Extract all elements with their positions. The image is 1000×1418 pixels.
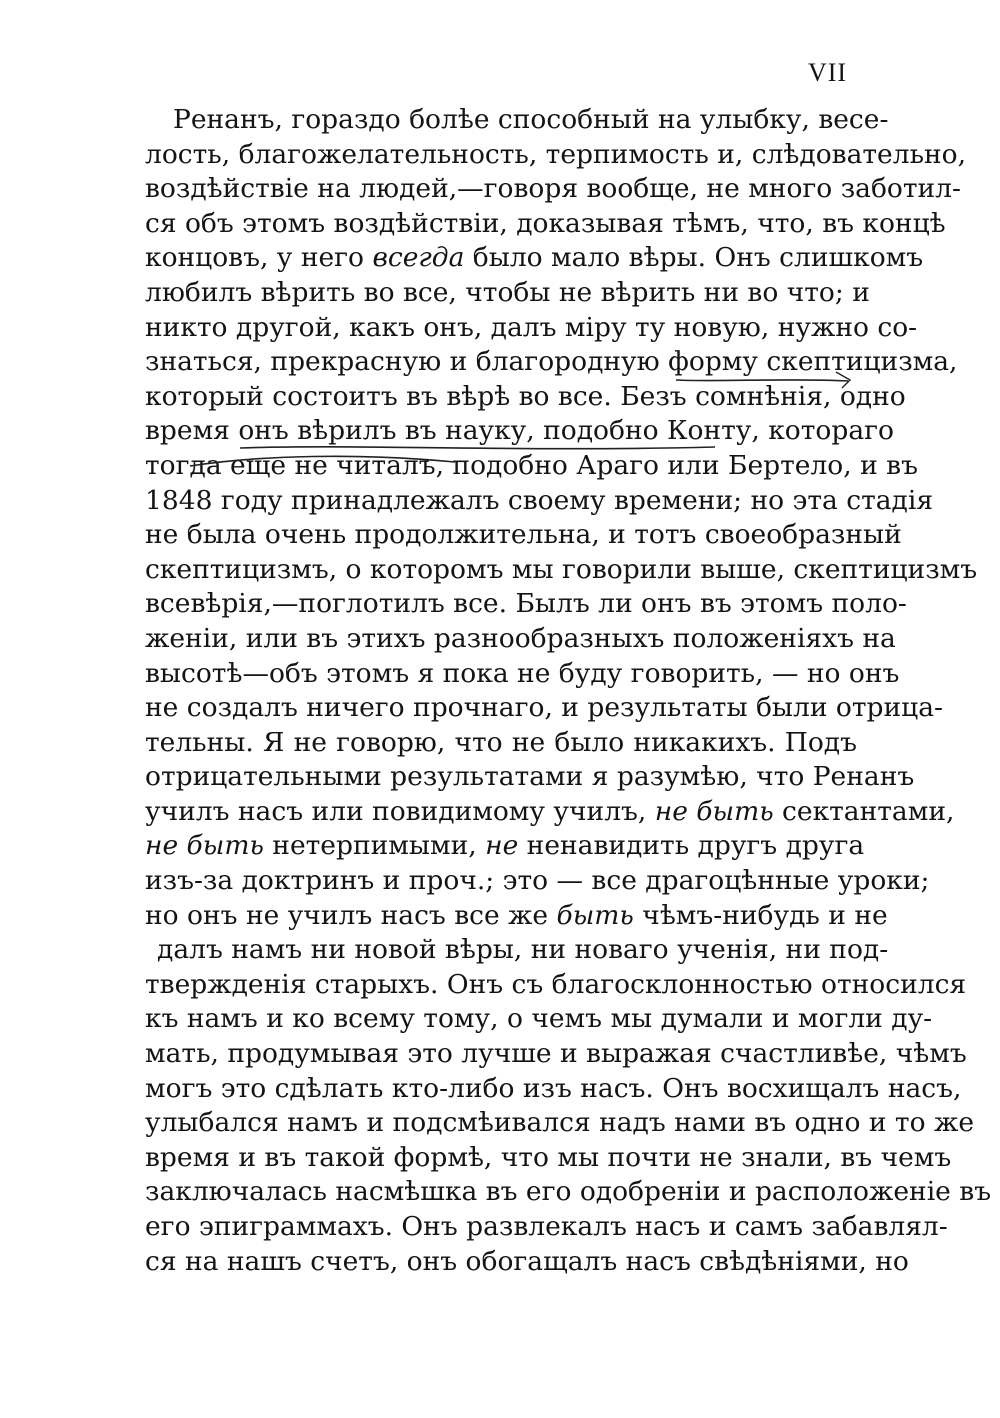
text-line: тельны. Я не говорю, что не было никакихъ. Подъ [145,726,857,758]
text-line: воздѣйствіе на людей,—говоря вообще, не много заботил- [145,173,961,205]
text-line: время и въ такой формѣ, что мы почти не знали, въ чемъ [145,1141,952,1173]
text-line: не была очень продолжительна, и тотъ своеобразный [145,519,902,551]
text-line: изъ-за доктринъ и проч.; это — все драгоцѣнные уроки; [145,865,930,897]
text-run: сектантами, [773,795,955,827]
text-line: Ренанъ, гораздо болѣе способный на улыбку, весе- [173,104,889,135]
text-line: ся на нашъ счетъ, онъ обогащалъ насъ свѣдѣніями, но [145,1245,909,1277]
text-run: концовъ, у него [145,242,373,274]
text-line: тогда еще не читалъ, подобно Араго или Бертело, и въ [145,449,918,481]
italic-run: не быть [145,830,264,862]
italic-run: не [485,830,519,862]
text-line: улыбался намъ и подсмѣивался надъ нами въ одно и то же [145,1107,975,1139]
text-line: заключалась насмѣшка въ его одобреніи и расположеніе въ [145,1176,992,1208]
text-line: мать, продумывая это лучше и выражая счастливѣе, чѣмъ [145,1038,967,1070]
text-line: время онъ вѣрилъ въ науку, подобно Конту, котораго [145,415,894,447]
text-line: скептицизмъ, о которомъ мы говорили выше, скептицизмъ [145,553,978,585]
text-line: женіи, или въ этихъ разнообразныхъ положеніяхъ на [145,622,896,654]
text-run: но онъ не училъ насъ все же [145,899,557,931]
text-line: его эпиграммахъ. Онъ развлекалъ насъ и самъ забавлял- [145,1211,948,1242]
text-run: училъ насъ или повидимому училъ, [145,795,655,827]
text-run: ненавидить другъ друга [518,830,865,862]
text-line: не создалъ ничего прочнаго, и результаты были отрица- [145,692,943,724]
text-line: всевѣрія,—поглотилъ все. Былъ ли онъ въ этомъ поло- [145,588,907,620]
text-line [145,241,924,276]
text-line: могъ это сдѣлать кто-либо изъ насъ. Онъ восхищалъ насъ, [145,1072,962,1104]
text-line: никто другой, какъ онъ, далъ міру ту новую, нужно со- [145,311,918,343]
page-number: VII [808,58,848,87]
text-line: твержденія старыхъ. Онъ съ благосклонностью относился [145,968,967,1000]
text-line: 1848 году принадлежалъ своему времени; но эта стадія [145,484,934,516]
text-line [145,899,888,934]
text-line: знаться, прекрасную и благородную форму скептицизма, [145,346,958,378]
text-run: было мало вѣры. Онъ слишкомъ [464,242,924,274]
text-line: ся объ этомъ воздѣйствіи, доказывая тѣмъ, что, въ концѣ [145,207,946,239]
italic-run: не быть [654,795,774,827]
text-line: который состоитъ въ вѣрѣ во все. Безъ сомнѣнія, одно [145,380,906,412]
text-line: къ намъ и ко всему тому, о чемъ мы думали и могли ду- [145,1003,933,1035]
text-line: лость, благожелательность, терпимость и, слѣдовательно, [145,138,967,170]
text-line: любилъ вѣрить во все, чтобы не вѣрить ни во что; и [145,276,870,308]
text-line: далъ намъ ни новой вѣры, ни новаго ученія, ни под- [157,934,889,966]
text-run: чѣмъ-нибудь и не [633,899,888,931]
body-text [145,103,992,1279]
text-run: нетерпимыми, [263,830,486,862]
text-line: высотѣ—объ этомъ я пока не буду говорить, — но онъ [145,657,900,689]
text-line [145,795,955,830]
text-line: отрицательными результатами я разумѣю, что Ренанъ [145,761,915,793]
italic-run: всегда [372,242,465,274]
italic-run: быть [556,899,634,931]
text-line [145,829,865,864]
